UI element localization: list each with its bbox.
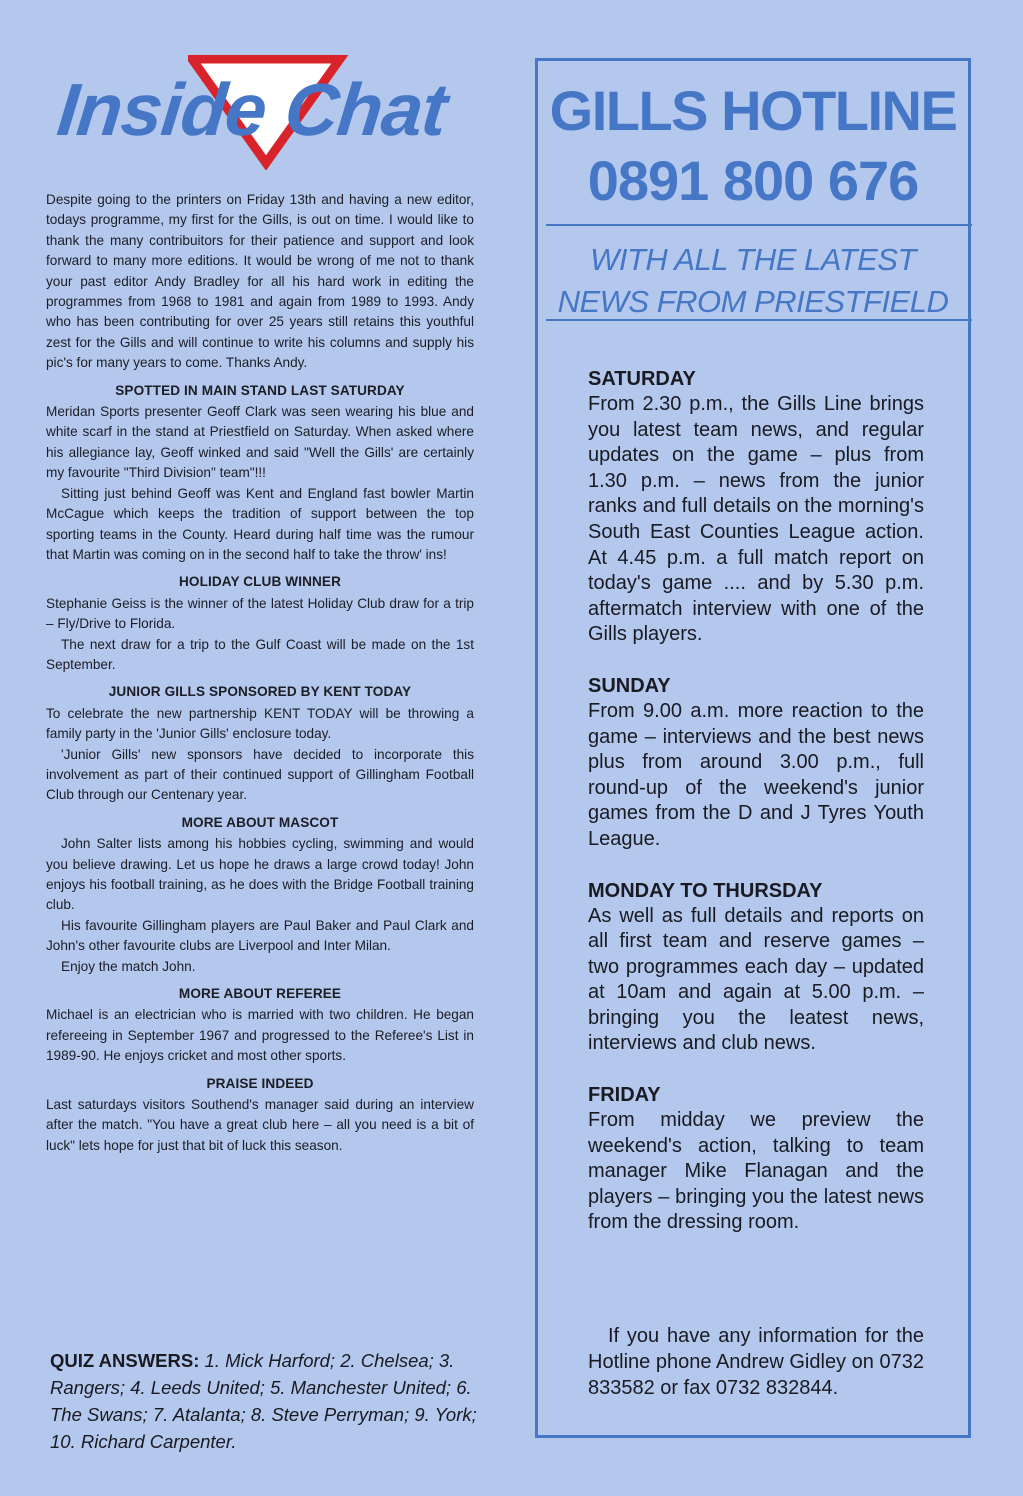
day-text: As well as full details and reports on all first team and reserve games – two programmes each day – updated at 10am and again at 5.00 p.m. – bringing you the leatest news, interviews and club news. [588,904,924,1055]
section-paragraph: Meridan Sports presenter Geoff Clark was seen wearing his blue and white scarf in the stand at Priestfield on Saturday. When asked where his allegiance lay, Geoff winked and said "Well the Gills' are certainly my favourite "Third Division" team"!!! [46,404,474,481]
divider [546,224,972,226]
section-heading: JUNIOR GILLS SPONSORED BY KENT TODAY [108,684,412,700]
quiz-answers-text: 1. Mick Harford; 2. Chelsea; 3. Rangers; 4. Leeds United; 5. Manchester United; 6. The Swans; 7. Atalanta; 8. Steve Perryman; 9. York; 10. Richard Carpenter. [50,1350,477,1452]
divider [546,319,972,321]
section-paragraph: Last saturdays visitors Southend's manager said during an interview after the match. "You have a great club here – all you need is a bit of luck" lets hope for just that bit of luck this season. [46,1097,474,1153]
day-text: From 2.30 p.m., the Gills Line brings you latest team news, and regular updates on the game – plus from 1.30 p.m. – news from the junior ranks and full details on the morning's South East Counties League action. At 4.45 p.m. a full match report on today's game .... and by 5.30 p.m. aftermatch interview with one of the Gills players. [588,393,924,646]
section-paragraph: The next draw for a trip to the Gulf Coast will be made on the 1st September. [46,636,474,672]
day-heading: SUNDAY [588,674,671,697]
hotline-number: 0891 800 676 [587,149,919,212]
day-heading: MONDAY TO THURSDAY [588,879,823,902]
hotline-subtitle [538,239,968,323]
masthead-title: Inside Chat [53,68,451,151]
hotline-contact [588,1323,924,1401]
day-heading: SATURDAY [588,368,696,390]
section-heading: MORE ABOUT REFEREE [178,986,342,1002]
section-paragraph: Sitting just behind Geoff was Kent and England fast bowler Martin McCague which keeps the tradition of support between the top sporting teams in the County. Heard during half time was the rumour that Martin was coming on in the second half to take the throw' ins! [46,485,474,562]
contact-text: If you have any information for the Hotline phone Andrew Gidley on 0732 833582 or fax 0732 832844. [588,1325,924,1399]
quiz-label: QUIZ ANSWERS: [50,1350,200,1371]
section-paragraph: His favourite Gillingham players are Paul Baker and Paul Clark and John's other favourite clubs are Liverpool and Inter Milan. [46,917,474,954]
section-paragraph: 'Junior Gills' new sponsors have decided to incorporate this involvement as part of their continued support of Gillingham Football Club through our Centenary year. [46,746,474,803]
section-paragraph: Stephanie Geiss is the winner of the latest Holiday Club draw for a trip – Fly/Drive to Florida. [46,595,474,632]
subtitle-line: NEWS FROM PRIESTFIELD [557,284,949,319]
schedule [588,366,924,1261]
section-paragraph: To celebrate the new partnership KENT TODAY will be throwing a family party in the 'Junior Gills' enclosure today. [46,705,474,742]
day-text: From 9.00 a.m. more reaction to the game – interviews and the best news plus from around 3.00 p.m., full round-up of the weekend's junior games from the D and J Tyres Youth League. [588,699,924,850]
section-heading: HOLIDAY CLUB WINNER [178,574,341,590]
section-paragraph: John Salter lists among his hobbies cycling, swimming and would you believe drawing. Let us hope he draws a large crowd today! John enjoys his football training, as he does with the Bridge Football training club. [46,836,474,913]
day-text: From midday we preview the weekend's action, talking to team manager Mike Flanagan and the players – bringing you the latest news from the dressing room. [588,1109,924,1234]
section-paragraph: Enjoy the match John. [61,958,196,974]
subtitle-line: WITH ALL THE LATEST [590,242,916,277]
section-heading: MORE ABOUT MASCOT [181,814,339,830]
section-paragraph: Michael is an electrician who is married with two children. He began refereeing in September 1967 and progressed to the Referee's List in 1989-90. He enjoys cricket and most other sports. [46,1007,474,1064]
day-heading: FRIDAY [588,1084,661,1107]
gills-hotline-box [535,58,971,1438]
inside-chat-column [46,190,474,1156]
quiz-answers [50,1347,482,1455]
section-heading: SPOTTED IN MAIN STAND LAST SATURDAY [115,382,405,398]
section-heading: PRAISE INDEED [206,1075,314,1091]
intro-paragraph: Despite going to the printers on Friday 13th and having a new editor, todays programme, my first for the Gills, is out on time. I would like to thank the many contribuitors for their patience and support and look forward to many more editions. It would be wrong of me not to thank your past editor Andy Bradley for all his hard work in editing the programmes from 1968 to 1981 and again from 1989 to 1993. Andy who has been contributing for over 25 years still retains this youthful zest for the Gills and will continue to write his columns and supply his pic's for many years to come. Thanks Andy. [46,192,474,371]
inside-chat-masthead [53,55,488,185]
hotline-title: GILLS HOTLINE [549,79,957,142]
